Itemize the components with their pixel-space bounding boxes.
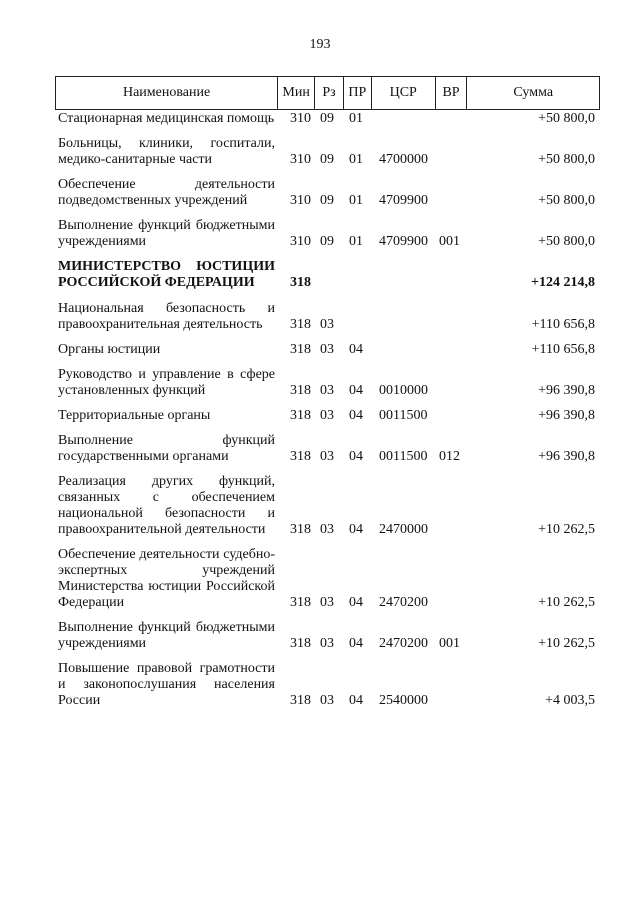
- cell-sum: +4 003,5: [545, 693, 595, 708]
- cell-sum: +96 390,8: [538, 408, 595, 423]
- cell-name: Выполнение функций государственными органами: [58, 433, 275, 464]
- cell-min: 318: [290, 595, 311, 610]
- cell-min: 318: [290, 383, 311, 398]
- cell-name: Реализация других функций, связанных с обеспечением национальной безопасности и правоохранительной деятельности: [58, 474, 275, 537]
- cell-rz: 09: [320, 111, 334, 126]
- cell-rz: 03: [320, 449, 334, 464]
- cell-rz: 03: [320, 522, 334, 537]
- table-row: [55, 433, 600, 465]
- cell-sum: +96 390,8: [538, 449, 595, 464]
- table-row: [55, 218, 600, 250]
- cell-pr: 04: [349, 595, 363, 610]
- cell-pr: 04: [349, 693, 363, 708]
- cell-min: 310: [290, 111, 311, 126]
- header-pr: ПР: [344, 77, 372, 109]
- cell-rz: 03: [320, 693, 334, 708]
- cell-csr: 2470200: [379, 636, 428, 651]
- cell-sum: +10 262,5: [538, 636, 595, 651]
- cell-min: 318: [290, 636, 311, 651]
- cell-sum: +96 390,8: [538, 383, 595, 398]
- cell-min: 318: [290, 342, 311, 357]
- budget-table: [55, 76, 600, 718]
- cell-pr: 04: [349, 408, 363, 423]
- cell-name: Национальная безопасность и правоохранительная деятельность: [58, 301, 275, 332]
- cell-name: Больницы, клиники, госпитали, медико-санитарные части: [58, 136, 275, 167]
- cell-csr: 0011500: [379, 449, 428, 464]
- cell-min: 318: [290, 449, 311, 464]
- cell-name: Стационарная медицинская помощь: [58, 111, 275, 126]
- cell-pr: 01: [349, 193, 363, 208]
- cell-csr: 2470200: [379, 595, 428, 610]
- table-row: [55, 474, 600, 538]
- cell-rz: 03: [320, 595, 334, 610]
- cell-min: 318: [290, 522, 311, 537]
- table-row: [55, 301, 600, 333]
- cell-vr: 001: [439, 234, 460, 249]
- cell-pr: 04: [349, 383, 363, 398]
- header-csr: ЦСР: [372, 77, 436, 109]
- cell-sum: +110 656,8: [531, 342, 595, 357]
- cell-csr: 4709900: [379, 234, 428, 249]
- cell-csr: 0011500: [379, 408, 428, 423]
- table-row: [55, 177, 600, 209]
- cell-sum: +10 262,5: [538, 522, 595, 537]
- cell-name: Повышение правовой грамотности и законопослушания населения России: [58, 661, 275, 708]
- cell-rz: 09: [320, 234, 334, 249]
- cell-min: 310: [290, 193, 311, 208]
- cell-sum: +50 800,0: [538, 234, 595, 249]
- cell-sum: +124 214,8: [531, 275, 595, 290]
- cell-name: Обеспечение деятельности подведомственных учреждений: [58, 177, 275, 208]
- cell-min: 310: [290, 234, 311, 249]
- cell-name: Выполнение функций бюджетными учреждениями: [58, 620, 275, 651]
- cell-name: Обеспечение деятельности судебно-экспертных учреждений Министерства юстиции Российской Федерации: [58, 547, 275, 610]
- cell-vr: 012: [439, 449, 460, 464]
- cell-min: 318: [290, 317, 311, 332]
- cell-sum: +50 800,0: [538, 193, 595, 208]
- table-row: [55, 661, 600, 709]
- table-body: [55, 111, 600, 709]
- cell-rz: 09: [320, 193, 334, 208]
- cell-rz: 03: [320, 383, 334, 398]
- cell-csr: 2470000: [379, 522, 428, 537]
- cell-vr: 001: [439, 636, 460, 651]
- header-min: Мин: [278, 77, 315, 109]
- cell-rz: 03: [320, 636, 334, 651]
- table-row: [55, 259, 600, 291]
- cell-pr: 01: [349, 152, 363, 167]
- cell-min: 318: [290, 408, 311, 423]
- cell-rz: 03: [320, 342, 334, 357]
- cell-name: Органы юстиции: [58, 342, 161, 357]
- cell-pr: 04: [349, 522, 363, 537]
- table-row: [55, 367, 600, 399]
- cell-name: МИНИСТЕРСТВО ЮСТИЦИИ РОССИЙСКОЙ ФЕДЕРАЦИИ: [58, 259, 275, 290]
- table-row: [55, 342, 600, 358]
- cell-sum: +50 800,0: [538, 111, 595, 126]
- page-number: 193: [309, 37, 331, 52]
- header-sum: Сумма: [513, 85, 554, 100]
- cell-min: 318: [290, 693, 311, 708]
- cell-csr: 0010000: [379, 383, 428, 398]
- cell-csr: 2540000: [379, 693, 428, 708]
- header-name: Наименование: [56, 77, 278, 109]
- cell-rz: 09: [320, 152, 334, 167]
- table-row: [55, 136, 600, 168]
- cell-min: 310: [290, 152, 311, 167]
- table-header: [55, 76, 600, 110]
- header-vr: ВР: [436, 77, 468, 109]
- cell-pr: 01: [349, 111, 363, 126]
- cell-name: Выполнение функций бюджетными учреждениями: [58, 218, 275, 249]
- cell-pr: 04: [349, 342, 363, 357]
- cell-csr: 4700000: [379, 152, 428, 167]
- table-row: [55, 620, 600, 652]
- table-row: [55, 111, 600, 127]
- table-row: [55, 408, 600, 424]
- cell-pr: 04: [349, 449, 363, 464]
- table-row: [55, 547, 600, 611]
- cell-name: Территориальные органы: [58, 408, 211, 423]
- cell-rz: 03: [320, 317, 334, 332]
- cell-csr: 4709900: [379, 193, 428, 208]
- cell-sum: +50 800,0: [538, 152, 595, 167]
- cell-pr: 01: [349, 234, 363, 249]
- cell-sum: +10 262,5: [538, 595, 595, 610]
- header-rz: Рз: [315, 77, 344, 109]
- cell-name: Руководство и управление в сфере установленных функций: [58, 367, 275, 398]
- cell-sum: +110 656,8: [531, 317, 595, 332]
- cell-pr: 04: [349, 636, 363, 651]
- cell-rz: 03: [320, 408, 334, 423]
- cell-min: 318: [290, 275, 311, 290]
